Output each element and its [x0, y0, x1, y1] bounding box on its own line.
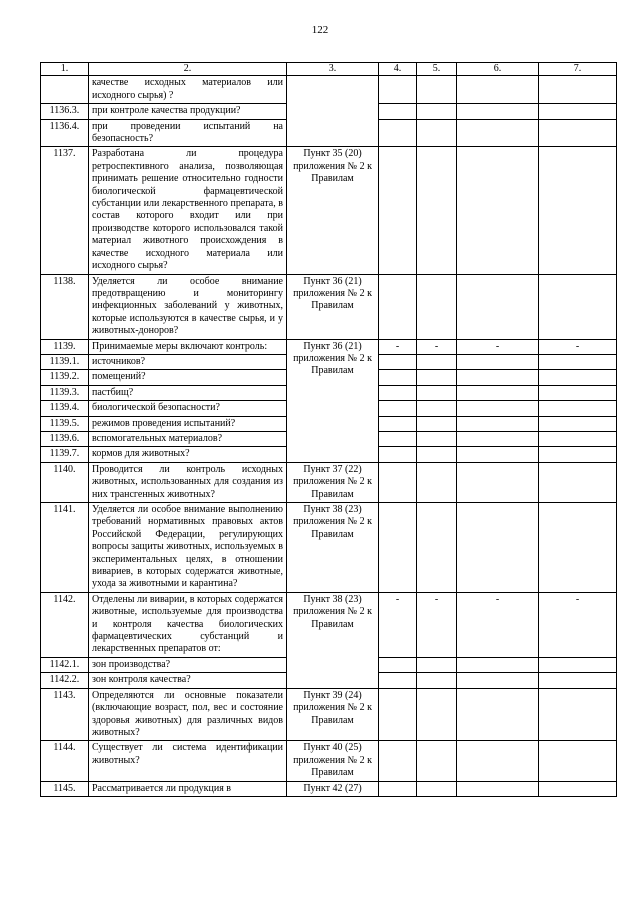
header-col-6: 6.	[457, 63, 539, 76]
dash-mark: -	[539, 339, 617, 354]
table-row	[41, 339, 617, 354]
header-col-7: 7.	[539, 63, 617, 76]
row-question: Разработана ли процедура ретроспективного анализа, позволяющая принимать решение относительно годности биологической фармацевтической субстанции или лекарственного препарата, в состав которого входит или при производстве которого использовался такой материал животного происхождения в качестве исходного материала или исходного сырья?	[89, 147, 287, 274]
row-number: 1139.4.	[41, 401, 89, 416]
dash-mark: -	[457, 592, 539, 657]
table-row	[41, 462, 617, 502]
row-number: 1142.1.	[41, 657, 89, 672]
row-question: Уделяется ли особое внимание предотвращению и мониторингу инфекционных заболеваний у животных, которые используются в качестве сырья, и у животных-доноров?	[89, 274, 287, 339]
row-question: качестве исходных материалов или исходного сырья) ?	[89, 76, 287, 104]
row-number: 1139.7.	[41, 447, 89, 462]
dash-mark: -	[417, 592, 457, 657]
row-number: 1139.1.	[41, 354, 89, 369]
table-row	[41, 688, 617, 741]
row-question: Уделяется ли особое внимание выполнению требований нормативных правовых актов Российской Федерации, регулирующих вопросы защиты животных, используемых в экспериментальных целях, в отношении вивариев, в которых содержатся животные, ухода за животными и карантина?	[89, 503, 287, 593]
dash-mark: -	[379, 339, 417, 354]
header-col-1: 1.	[41, 63, 89, 76]
table-row	[41, 781, 617, 796]
row-reference: Пункт 36 (21) приложения № 2 к Правилам	[287, 339, 379, 462]
row-reference	[287, 76, 379, 147]
row-number: 1139.5.	[41, 416, 89, 431]
table-row	[41, 76, 617, 104]
row-question: зон контроля качества?	[89, 673, 287, 688]
table-row	[41, 147, 617, 274]
row-question: кормов для животных?	[89, 447, 287, 462]
requirements-table	[40, 62, 617, 797]
row-number: 1139.2.	[41, 370, 89, 385]
row-number: 1145.	[41, 781, 89, 796]
row-question: при контроле качества продукции?	[89, 104, 287, 119]
row-question: зон производства?	[89, 657, 287, 672]
row-number: 1136.3.	[41, 104, 89, 119]
table-header	[41, 63, 617, 76]
row-number: 1138.	[41, 274, 89, 339]
table-row	[41, 274, 617, 339]
row-question: помещений?	[89, 370, 287, 385]
row-number: 1143.	[41, 688, 89, 741]
row-number: 1139.3.	[41, 385, 89, 400]
row-reference: Пункт 38 (23) приложения № 2 к Правилам	[287, 503, 379, 593]
header-col-4: 4.	[379, 63, 417, 76]
row-question: вспомогательных материалов?	[89, 431, 287, 446]
row-reference: Пункт 38 (23) приложения № 2 к Правилам	[287, 592, 379, 688]
row-reference: Пункт 39 (24) приложения № 2 к Правилам	[287, 688, 379, 741]
row-reference: Пункт 36 (21) приложения № 2 к Правилам	[287, 274, 379, 339]
row-question: Отделены ли виварии, в которых содержатся животные, используемые для производства и контроля качества биологических фармацевтических субстанций и лекарственных препаратов от:	[89, 592, 287, 657]
dash-mark: -	[379, 592, 417, 657]
table-row	[41, 503, 617, 593]
table-row	[41, 592, 617, 657]
row-question: режимов проведения испытаний?	[89, 416, 287, 431]
row-number: 1141.	[41, 503, 89, 593]
row-question: пастбищ?	[89, 385, 287, 400]
table-row	[41, 741, 617, 781]
row-number	[41, 76, 89, 104]
row-question: Определяются ли основные показатели (включающие возраст, пол, вес и состояние здоровья животных) для различных видов животных?	[89, 688, 287, 741]
dash-mark: -	[539, 592, 617, 657]
row-reference: Пункт 35 (20) приложения № 2 к Правилам	[287, 147, 379, 274]
row-question: биологической безопасности?	[89, 401, 287, 416]
row-question: Принимаемые меры включают контроль:	[89, 339, 287, 354]
row-number: 1137.	[41, 147, 89, 274]
row-reference: Пункт 40 (25) приложения № 2 к Правилам	[287, 741, 379, 781]
row-question: при проведении испытаний на безопасность?	[89, 119, 287, 147]
row-question: Существует ли система идентификации животных?	[89, 741, 287, 781]
row-number: 1136.4.	[41, 119, 89, 147]
header-col-3: 3.	[287, 63, 379, 76]
header-col-2: 2.	[89, 63, 287, 76]
row-number: 1142.	[41, 592, 89, 657]
dash-mark: -	[417, 339, 457, 354]
row-number: 1144.	[41, 741, 89, 781]
dash-mark: -	[457, 339, 539, 354]
row-question: источников?	[89, 354, 287, 369]
header-col-5: 5.	[417, 63, 457, 76]
row-number: 1140.	[41, 462, 89, 502]
row-question: Рассматривается ли продукция в	[89, 781, 287, 796]
row-reference: Пункт 37 (22) приложения № 2 к Правилам	[287, 462, 379, 502]
row-reference: Пункт 42 (27)	[287, 781, 379, 796]
row-number: 1139.6.	[41, 431, 89, 446]
row-number: 1142.2.	[41, 673, 89, 688]
row-question: Проводится ли контроль исходных животных, использованных для создания из них трансгенных животных?	[89, 462, 287, 502]
page-number: 122	[311, 24, 329, 36]
row-number: 1139.	[41, 339, 89, 354]
